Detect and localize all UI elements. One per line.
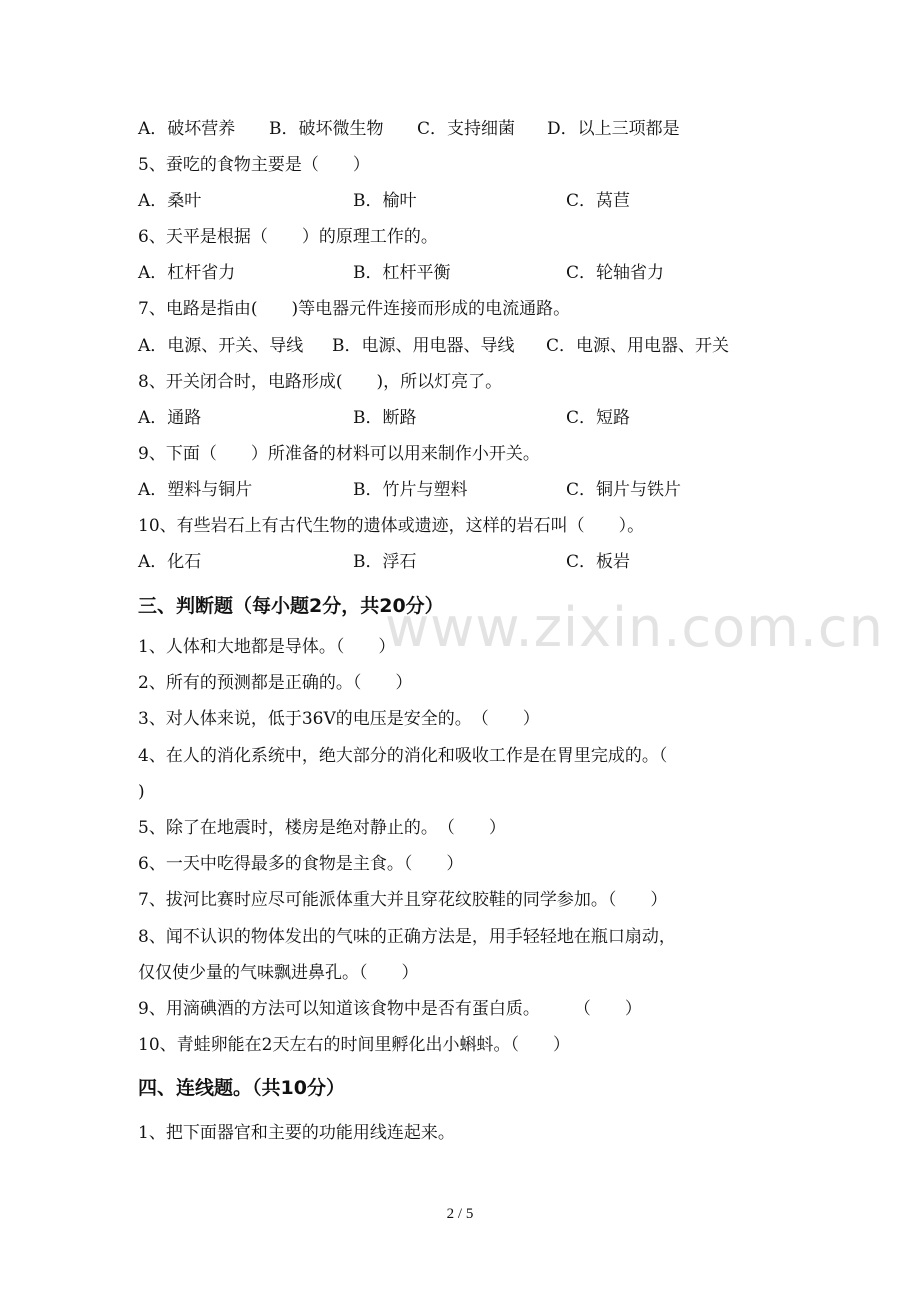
q7-question: 7、电路是指由( )等电器元件连接而形成的电流通路。 (138, 299, 571, 319)
judge-item-8: 8、闻不认识的物体发出的气味的正确方法是，用手轻轻地在瓶口扇动， (138, 927, 676, 947)
judge-item-10: 10、青蛙卵能在2天左右的时间里孵化出小蝌蚪。（ ） (138, 1035, 570, 1055)
q4-option-a: A．破坏营养 (138, 119, 236, 139)
q8-option-c: C．短路 (566, 408, 631, 428)
page-number: 2 / 5 (446, 1206, 474, 1222)
q7-option-c: C．电源、用电器、开关 (546, 336, 730, 356)
judge-item-5: 5、除了在地震时，楼房是绝对静止的。 （ ） (138, 818, 506, 838)
q7-option-b: B．电源、用电器、导线 (332, 336, 515, 356)
q6-option-b: B．杠杆平衡 (353, 263, 451, 283)
q5-option-c: C．莴苣 (566, 191, 631, 211)
q6-option-a: A．杠杆省力 (138, 263, 236, 283)
q9-question: 9、下面（ ）所准备的材料可以用来制作小开关。 (138, 444, 540, 464)
q9-option-c: C．铜片与铁片 (566, 480, 682, 500)
q4-option-d: D．以上三项都是 (547, 119, 680, 139)
section3-title: 三、判断题（每小题2分，共20分） (138, 595, 444, 617)
q9-option-b: B．竹片与塑料 (353, 480, 468, 500)
q6-question: 6、天平是根据（ ）的原理工作的。 (138, 227, 438, 247)
q9-option-a: A．塑料与铜片 (138, 480, 253, 500)
q8-option-a: A．通路 (138, 408, 202, 428)
q8-question: 8、开关闭合时，电路形成( )，所以灯亮了。 (138, 372, 503, 392)
q5-option-a: A．桑叶 (138, 191, 202, 211)
q4-option-c: C．支持细菌 (417, 119, 516, 139)
q7-option-a: A．电源、开关、导线 (138, 336, 304, 356)
judge-item-1: 1、人体和大地都是导体。（ ） (138, 637, 396, 657)
judge-item-3: 3、对人体来说，低于36V的电压是安全的。 （ ） (138, 709, 540, 729)
judge-item-9: 9、用滴碘酒的方法可以知道该食物中是否有蛋白质。 （ ） (138, 999, 642, 1019)
judge-item-4-continued: ) (138, 782, 145, 802)
q4-option-b: B．破坏微生物 (269, 119, 384, 139)
q10-option-b: B．浮石 (353, 552, 417, 572)
q10-question: 10、有些岩石上有古代生物的遗体或遗迹，这样的岩石叫（ ）。 (138, 516, 645, 536)
judge-item-7: 7、拔河比赛时应尽可能派体重大并且穿花纹胶鞋的同学参加。（ ） (138, 890, 668, 910)
match-item-1: 1、把下面器官和主要的功能用线连起来。 (138, 1123, 455, 1143)
watermark: www.zixin.com.cn (385, 596, 884, 659)
q5-question: 5、蚕吃的食物主要是（ ） (138, 155, 370, 175)
judge-item-6: 6、一天中吃得最多的食物是主食。（ ） (138, 854, 464, 874)
q10-option-a: A．化石 (138, 552, 202, 572)
q5-option-b: B．榆叶 (353, 191, 417, 211)
judge-item-8-continued: 仅仅使少量的气味飘进鼻孔。（ ） (138, 963, 419, 983)
section4-title: 四、连线题。（共10分） (138, 1077, 345, 1099)
judge-item-2: 2、所有的预测都是正确的。（ ） (138, 673, 413, 693)
q6-option-c: C．轮轴省力 (566, 263, 665, 283)
q8-option-b: B．断路 (353, 408, 417, 428)
judge-item-4: 4、在人的消化系统中，绝大部分的消化和吸收工作是在胃里完成的。（ (138, 746, 668, 766)
q10-option-c: C．板岩 (566, 552, 631, 572)
